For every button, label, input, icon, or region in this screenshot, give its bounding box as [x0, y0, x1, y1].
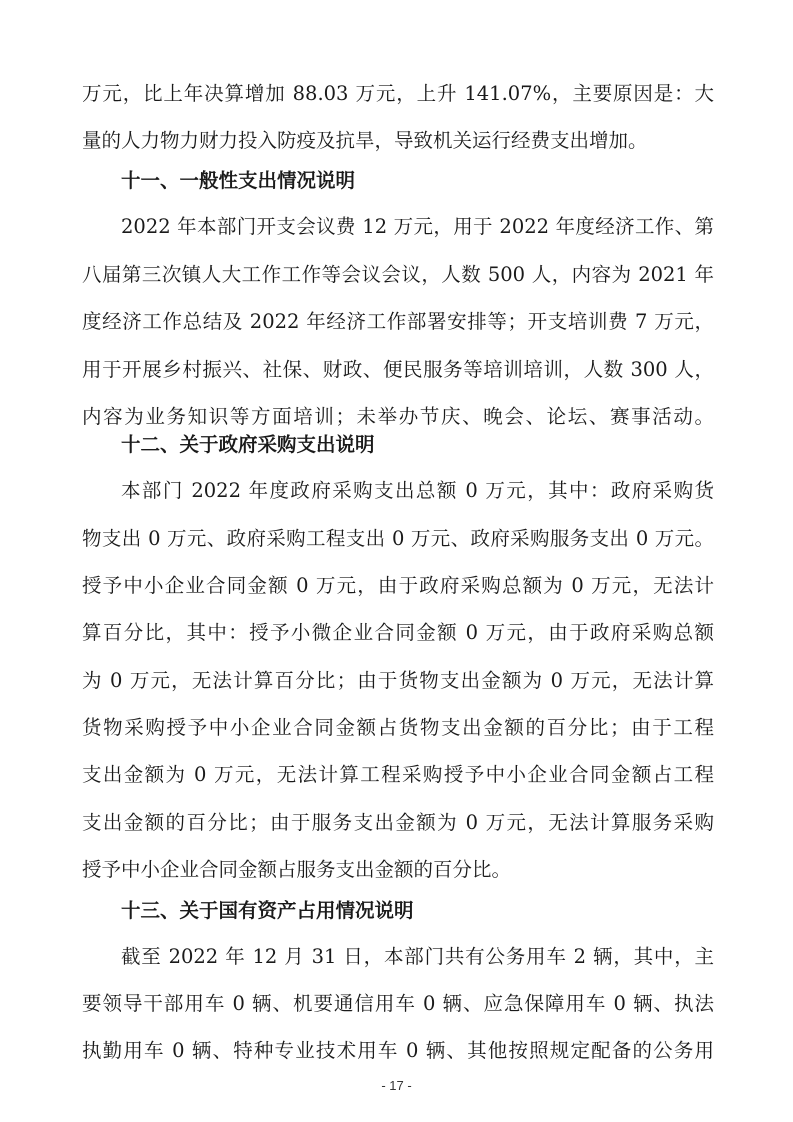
section-11-heading: 十一、一般性支出情况说明 [121, 169, 356, 192]
paragraph-line: 量的人力物力财力投入防疫及抗旱，导致机关运行经费支出增加。 [82, 129, 648, 152]
page-number: - 17 - [381, 1078, 412, 1093]
paragraph-line: 要领导干部用车 0 辆、机要通信用车 0 辆、应急保障用车 0 辆、执法 [82, 992, 714, 1015]
paragraph-line: 支出金额为 0 万元，无法计算工程采购授予中小企业合同金额占工程 [82, 763, 714, 786]
paragraph-line: 本部门 2022 年度政府采购支出总额 0 万元，其中：政府采购货 [121, 479, 714, 502]
paragraph-line: 万元，比上年决算增加 88.03 万元，上升 141.07%，主要原因是：大 [82, 82, 714, 105]
paragraph-line: 度经济工作总结及 2022 年经济工作部署安排等；开支培训费 7 万元， [82, 310, 714, 333]
paragraph-line: 支出金额的百分比；由于服务支出金额为 0 万元，无法计算服务采购 [82, 811, 714, 834]
paragraph-line: 2022 年本部门开支会议费 12 万元，用于 2022 年度经济工作、第 [121, 215, 714, 238]
paragraph-line: 算百分比，其中：授予小微企业合同金额 0 万元，由于政府采购总额 [82, 621, 714, 644]
paragraph-line: 用于开展乡村振兴、社保、财政、便民服务等培训培训，人数 300 人， [82, 358, 714, 381]
paragraph-line: 货物采购授予中小企业合同金额占货物支出金额的百分比；由于工程 [82, 716, 714, 739]
paragraph-line: 截至 2022 年 12 月 31 日，本部门共有公务用车 2 辆，其中，主 [121, 945, 714, 968]
paragraph-line: 为 0 万元，无法计算百分比；由于货物支出金额为 0 万元，无法计算 [82, 669, 714, 692]
paragraph-line: 授予中小企业合同金额 0 万元，由于政府采购总额为 0 万元，无法计 [82, 574, 714, 597]
paragraph-line: 内容为业务知识等方面培训；未举办节庆、晚会、论坛、赛事活动。 [82, 405, 714, 428]
section-13-heading: 十三、关于国有资产占用情况说明 [121, 899, 414, 922]
paragraph-line: 物支出 0 万元、政府采购工程支出 0 万元、政府采购服务支出 0 万元。 [82, 527, 714, 550]
paragraph-line: 八届第三次镇人大工作工作等会议会议，人数 500 人，内容为 2021 年 [82, 263, 714, 286]
paragraph-line: 执勤用车 0 辆、特种专业技术用车 0 辆、其他按照规定配备的公务用 [82, 1039, 714, 1062]
section-12-heading: 十二、关于政府采购支出说明 [121, 433, 375, 456]
paragraph-line: 授予中小企业合同金额占服务支出金额的百分比。 [82, 858, 512, 881]
